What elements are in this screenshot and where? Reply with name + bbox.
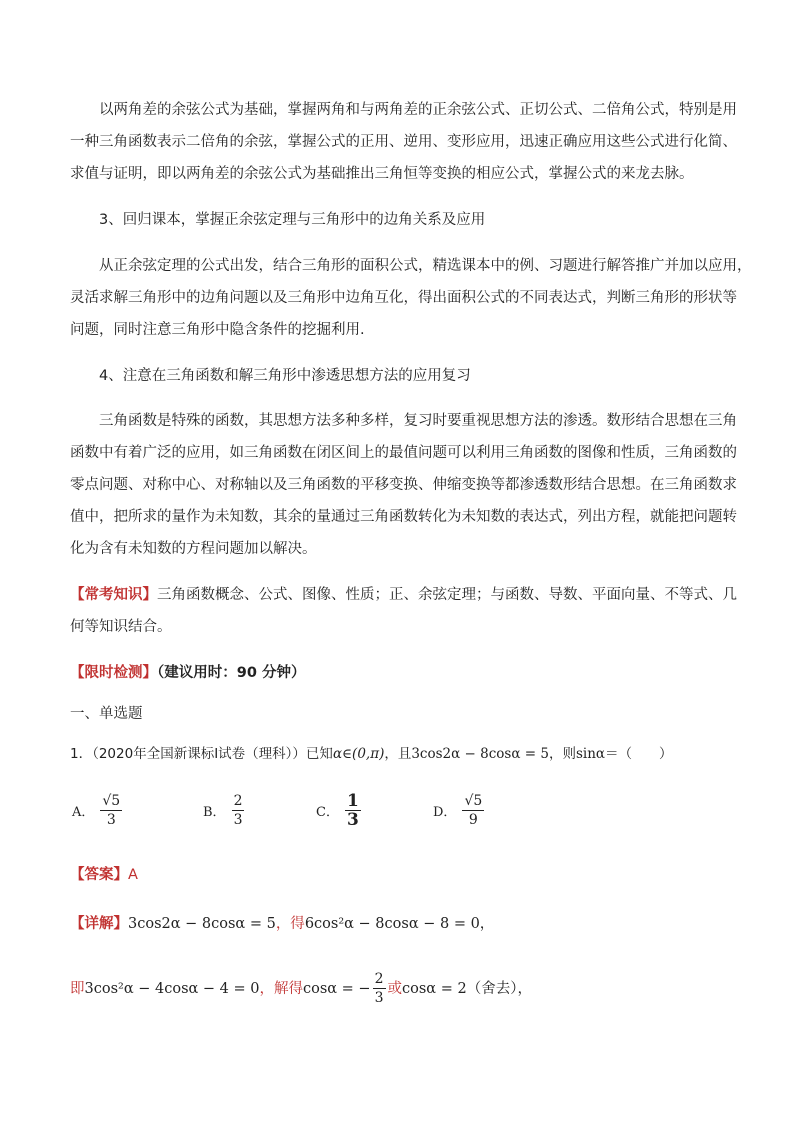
answer-label: 【答案】 bbox=[70, 867, 128, 883]
question-1: 1．（2020年全国新课标Ⅰ试卷（理科））已知α∈(0,π)，且3cos2α − 8cosα = 5，则sinα＝（ ） bbox=[70, 746, 673, 762]
intro-line-3: 求值与证明，即以两角差的余弦公式为基础推出三角恒等变换的相应公式，掌握公式的来龙去脉。 bbox=[70, 166, 694, 182]
test-header bbox=[70, 662, 740, 684]
option-c[interactable]: C． $\frac{1}{3}$ bbox=[316, 791, 359, 830]
item3-line-1: 从正余弦定理的公式出发，结合三角形的面积公式，精选课本中的例、习题进行解答推广并加以应用， bbox=[99, 258, 752, 274]
test-label: 【限时检测】 bbox=[70, 665, 157, 681]
detail-line-1: 【详解】3cos2α − 8cosα = 5，得6cos²α − 8cosα − 8 = 0， bbox=[70, 916, 495, 932]
detail-line-2: 即 3cos²α − 4cosα − 4 = 0 ，解得 cosα = − $\frac{2}{3}$ 或 cosα = 2 （舍去）， bbox=[70, 971, 532, 1006]
knowledge-label: 【常考知识】 bbox=[70, 587, 157, 603]
answer-line bbox=[70, 864, 740, 886]
test-time-note: （建议用时：90 分钟） bbox=[157, 665, 306, 681]
section-type: 一、单选题 bbox=[70, 706, 143, 722]
item4-line-2: 函数中有着广泛的应用，如三角函数在闭区间上的最值问题可以利用三角函数的图像和性质，三角函数的 bbox=[70, 445, 737, 461]
item4-line-4: 值中，把所求的量作为未知数，其余的量通过三角函数转化为未知数的表达式，列出方程，就能把问题转 bbox=[70, 509, 737, 525]
intro-line-1: 以两角差的余弦公式为基础，掌握两角和与两角差的正余弦公式、正切公式、二倍角公式，特别是用 bbox=[99, 102, 737, 118]
option-a[interactable]: A． $\frac{√5}{3}$ bbox=[72, 793, 121, 828]
item3-heading: 3、回归课本，掌握正余弦定理与三角形中的边角关系及应用 bbox=[99, 212, 486, 228]
knowledge-line-1: 【常考知识】三角函数概念、公式、图像、性质；正、余弦定理；与函数、导数、平面向量、不等式、几 bbox=[70, 587, 737, 603]
item4-line-3: 零点问题、对称中心、对称轴以及三角函数的平移变换、伸缩变换等都渗透数形结合思想。在三角函数求 bbox=[70, 477, 737, 493]
option-b-fraction: $\frac{2}{3}$ bbox=[233, 793, 243, 828]
detail-label: 【详解】 bbox=[70, 916, 128, 932]
option-d-fraction: $\frac{√5}{9}$ bbox=[464, 793, 483, 828]
item4-line-1: 三角函数是特殊的函数，其思想方法多种多样，复习时要重视思想方法的渗透。数形结合思想在三角 bbox=[99, 413, 737, 429]
answer-value: A bbox=[128, 867, 138, 883]
option-c-fraction: $\frac{1}{3}$ bbox=[346, 791, 359, 830]
knowledge-line-2: 何等知识结合。 bbox=[70, 619, 172, 635]
option-d[interactable]: D． $\frac{√5}{9}$ bbox=[433, 793, 483, 828]
item4-line-5: 化为含有未知数的方程问题加以解决。 bbox=[70, 541, 317, 557]
item3-line-3: 问题，同时注意三角形中隐含条件的挖掘利用. bbox=[70, 322, 365, 338]
item4-heading: 4、注意在三角函数和解三角形中渗透思想方法的应用复习 bbox=[99, 368, 471, 384]
option-b[interactable]: B． $\frac{2}{3}$ bbox=[203, 793, 243, 828]
item3-line-2: 灵活求解三角形中的边角问题以及三角形中边角互化，得出面积公式的不同表达式，判断三角形的形状等 bbox=[70, 290, 737, 306]
detail-fraction: $\frac{2}{3}$ bbox=[374, 971, 384, 1006]
intro-line-2: 一种三角函数表示二倍角的余弦，掌握公式的正用、逆用、变形应用，迅速正确应用这些公式进行化简、 bbox=[70, 134, 737, 150]
option-a-fraction: $\frac{√5}{3}$ bbox=[102, 793, 121, 828]
